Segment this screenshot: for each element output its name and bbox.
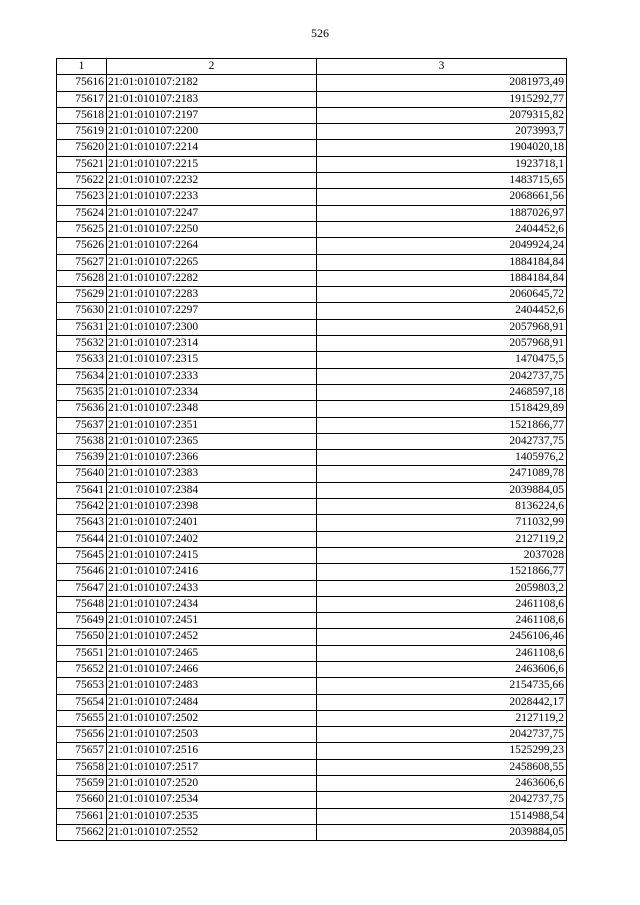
cadastral-number-cell: 21:01:010107:2333 [107,368,317,384]
cadastral-number-cell: 21:01:010107:2552 [107,824,317,840]
value-cell: 2127119,2 [317,710,567,726]
value-cell: 2458608,55 [317,759,567,775]
table-row [57,384,567,400]
table-row [57,792,567,808]
cadastral-number-cell: 21:01:010107:2197 [107,107,317,123]
table-row [57,466,567,482]
value-cell: 2073993,7 [317,124,567,140]
row-number-cell: 75629 [57,287,107,303]
table-row [57,124,567,140]
row-number-cell: 75661 [57,808,107,824]
cadastral-number-cell: 21:01:010107:2534 [107,792,317,808]
table-row [57,776,567,792]
cadastral-number-cell: 21:01:010107:2334 [107,384,317,400]
table-row [57,661,567,677]
value-cell: 8136224,6 [317,499,567,515]
value-cell: 2042737,75 [317,368,567,384]
table-row [57,515,567,531]
value-cell: 2154735,66 [317,678,567,694]
table-row [57,368,567,384]
row-number-cell: 75627 [57,254,107,270]
row-number-cell: 75658 [57,759,107,775]
cadastral-number-cell: 21:01:010107:2402 [107,531,317,547]
row-number-cell: 75647 [57,580,107,596]
value-cell: 1884184,84 [317,270,567,286]
value-cell: 2057968,91 [317,336,567,352]
table-row [57,319,567,335]
cadastral-number-cell: 21:01:010107:2283 [107,287,317,303]
row-number-cell: 75640 [57,466,107,482]
row-number-cell: 75650 [57,629,107,645]
cadastral-number-cell: 21:01:010107:2366 [107,450,317,466]
table-row [57,531,567,547]
cadastral-number-cell: 21:01:010107:2466 [107,661,317,677]
table-row [57,694,567,710]
table-row [57,580,567,596]
cadastral-number-cell: 21:01:010107:2264 [107,238,317,254]
row-number-cell: 75630 [57,303,107,319]
cadastral-number-cell: 21:01:010107:2416 [107,564,317,580]
table-row [57,613,567,629]
row-number-cell: 75659 [57,776,107,792]
cadastral-number-cell: 21:01:010107:2433 [107,580,317,596]
row-number-cell: 75646 [57,564,107,580]
value-cell: 1483715,65 [317,173,567,189]
cadastral-number-cell: 21:01:010107:2348 [107,401,317,417]
row-number-cell: 75621 [57,156,107,172]
value-cell: 2049924,24 [317,238,567,254]
value-cell: 711032,99 [317,515,567,531]
table-row [57,678,567,694]
cadastral-number-cell: 21:01:010107:2452 [107,629,317,645]
cadastral-number-cell: 21:01:010107:2503 [107,727,317,743]
value-cell: 2039884,05 [317,482,567,498]
table-row [57,303,567,319]
value-cell: 2037028 [317,547,567,563]
value-cell: 2068661,56 [317,189,567,205]
table-row [57,205,567,221]
row-number-cell: 75635 [57,384,107,400]
value-cell: 2042737,75 [317,727,567,743]
table-row [57,221,567,237]
row-number-cell: 75642 [57,499,107,515]
row-number-cell: 75648 [57,596,107,612]
cadastral-number-cell: 21:01:010107:2465 [107,645,317,661]
row-number-cell: 75639 [57,450,107,466]
table-row [57,759,567,775]
value-cell: 2060645,72 [317,287,567,303]
data-table [56,58,567,841]
row-number-cell: 75616 [57,75,107,91]
value-cell: 1514988,54 [317,808,567,824]
cadastral-number-cell: 21:01:010107:2297 [107,303,317,319]
value-cell: 2461108,6 [317,645,567,661]
table-row [57,710,567,726]
row-number-cell: 75653 [57,678,107,694]
column-header-3: 3 [317,59,567,75]
value-cell: 1904020,18 [317,140,567,156]
cadastral-number-cell: 21:01:010107:2300 [107,319,317,335]
table-row [57,808,567,824]
cadastral-number-cell: 21:01:010107:2398 [107,499,317,515]
row-number-cell: 75632 [57,336,107,352]
table-row [57,417,567,433]
value-cell: 2461108,6 [317,596,567,612]
table-row [57,547,567,563]
table-row [57,238,567,254]
cadastral-number-cell: 21:01:010107:2484 [107,694,317,710]
cadastral-number-cell: 21:01:010107:2282 [107,270,317,286]
table-row [57,173,567,189]
cadastral-number-cell: 21:01:010107:2214 [107,140,317,156]
row-number-cell: 75631 [57,319,107,335]
row-number-cell: 75654 [57,694,107,710]
value-cell: 2042737,75 [317,433,567,449]
table-row [57,499,567,515]
cadastral-number-cell: 21:01:010107:2383 [107,466,317,482]
table-row [57,482,567,498]
table-row [57,401,567,417]
row-number-cell: 75643 [57,515,107,531]
row-number-cell: 75655 [57,710,107,726]
column-header-2: 2 [107,59,317,75]
value-cell: 1521866,77 [317,564,567,580]
value-cell: 2028442,17 [317,694,567,710]
row-number-cell: 75624 [57,205,107,221]
table-row [57,352,567,368]
row-number-cell: 75652 [57,661,107,677]
row-number-cell: 75645 [57,547,107,563]
table-row [57,564,567,580]
row-number-cell: 75656 [57,727,107,743]
table-row [57,743,567,759]
cadastral-number-cell: 21:01:010107:2401 [107,515,317,531]
table-row [57,140,567,156]
value-cell: 2463606,6 [317,661,567,677]
row-number-cell: 75618 [57,107,107,123]
value-cell: 1915292,77 [317,91,567,107]
value-cell: 1518429,89 [317,401,567,417]
cadastral-number-cell: 21:01:010107:2516 [107,743,317,759]
cadastral-number-cell: 21:01:010107:2233 [107,189,317,205]
cadastral-number-cell: 21:01:010107:2434 [107,596,317,612]
table-row [57,336,567,352]
row-number-cell: 75633 [57,352,107,368]
row-number-cell: 75637 [57,417,107,433]
row-number-cell: 75641 [57,482,107,498]
row-number-cell: 75628 [57,270,107,286]
value-cell: 1521866,77 [317,417,567,433]
table-row [57,189,567,205]
value-cell: 2461108,6 [317,613,567,629]
cadastral-number-cell: 21:01:010107:2183 [107,91,317,107]
cadastral-number-cell: 21:01:010107:2415 [107,547,317,563]
table-row [57,824,567,840]
table-row [57,107,567,123]
cadastral-number-cell: 21:01:010107:2232 [107,173,317,189]
cadastral-number-cell: 21:01:010107:2265 [107,254,317,270]
cadastral-number-cell: 21:01:010107:2517 [107,759,317,775]
table-header-row [57,59,567,75]
cadastral-number-cell: 21:01:010107:2520 [107,776,317,792]
table-row [57,287,567,303]
cadastral-number-cell: 21:01:010107:2250 [107,221,317,237]
value-cell: 2404452,6 [317,221,567,237]
value-cell: 1525299,23 [317,743,567,759]
value-cell: 1923718,1 [317,156,567,172]
value-cell: 1884184,84 [317,254,567,270]
value-cell: 1470475,5 [317,352,567,368]
row-number-cell: 75634 [57,368,107,384]
row-number-cell: 75623 [57,189,107,205]
cadastral-number-cell: 21:01:010107:2247 [107,205,317,221]
value-cell: 2059803,2 [317,580,567,596]
row-number-cell: 75644 [57,531,107,547]
value-cell: 2404452,6 [317,303,567,319]
cadastral-number-cell: 21:01:010107:2200 [107,124,317,140]
cadastral-number-cell: 21:01:010107:2535 [107,808,317,824]
value-cell: 2456106,46 [317,629,567,645]
row-number-cell: 75620 [57,140,107,156]
table-row [57,450,567,466]
table-row [57,270,567,286]
table-row [57,727,567,743]
value-cell: 2463606,6 [317,776,567,792]
table-row [57,433,567,449]
table-row [57,596,567,612]
value-cell: 2079315,82 [317,107,567,123]
value-cell: 1887026,97 [317,205,567,221]
value-cell: 2057968,91 [317,319,567,335]
value-cell: 2471089,78 [317,466,567,482]
column-header-1: 1 [57,59,107,75]
table-row [57,156,567,172]
value-cell: 2127119,2 [317,531,567,547]
row-number-cell: 75638 [57,433,107,449]
row-number-cell: 75660 [57,792,107,808]
row-number-cell: 75622 [57,173,107,189]
cadastral-number-cell: 21:01:010107:2483 [107,678,317,694]
row-number-cell: 75662 [57,824,107,840]
table-row [57,629,567,645]
cadastral-number-cell: 21:01:010107:2384 [107,482,317,498]
row-number-cell: 75636 [57,401,107,417]
table-body [57,59,567,841]
row-number-cell: 75625 [57,221,107,237]
table-row [57,91,567,107]
table-row [57,75,567,91]
cadastral-number-cell: 21:01:010107:2182 [107,75,317,91]
table-row [57,645,567,661]
value-cell: 2081973,49 [317,75,567,91]
value-cell: 2468597,18 [317,384,567,400]
value-cell: 2042737,75 [317,792,567,808]
cadastral-number-cell: 21:01:010107:2502 [107,710,317,726]
row-number-cell: 75617 [57,91,107,107]
row-number-cell: 75626 [57,238,107,254]
cadastral-number-cell: 21:01:010107:2215 [107,156,317,172]
value-cell: 2039884,05 [317,824,567,840]
cadastral-number-cell: 21:01:010107:2351 [107,417,317,433]
cadastral-number-cell: 21:01:010107:2365 [107,433,317,449]
cadastral-number-cell: 21:01:010107:2451 [107,613,317,629]
row-number-cell: 75651 [57,645,107,661]
row-number-cell: 75657 [57,743,107,759]
cadastral-number-cell: 21:01:010107:2315 [107,352,317,368]
value-cell: 1405976,2 [317,450,567,466]
table-row [57,254,567,270]
row-number-cell: 75649 [57,613,107,629]
cadastral-number-cell: 21:01:010107:2314 [107,336,317,352]
page-number: 526 [311,26,329,40]
row-number-cell: 75619 [57,124,107,140]
